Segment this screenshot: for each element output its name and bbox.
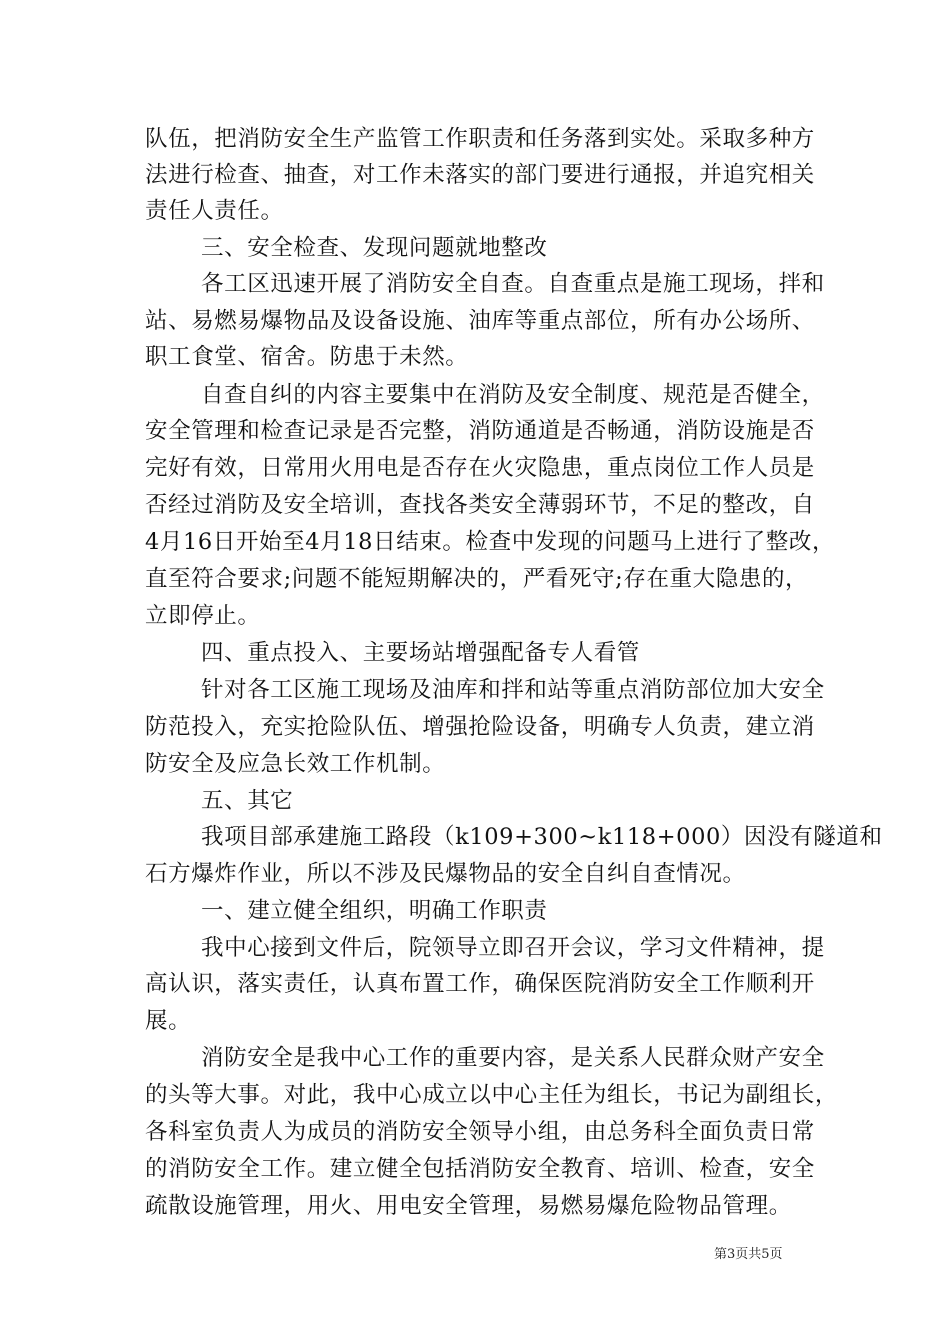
text-line: 法进行检查、抽查，对工作未落实的部门要进行通报，并追究相关 <box>145 162 815 188</box>
text-line: 针对各工区施工现场及油库和拌和站等重点消防部位加大安全 <box>201 677 825 703</box>
text-line: 疏散设施管理，用火、用电安全管理，易燃易爆危险物品管理。 <box>145 1193 792 1219</box>
text-line: 展。 <box>145 1008 192 1034</box>
text-line: 站、易燃易爆物品及设备设施、油库等重点部位，所有办公场所、 <box>145 308 815 334</box>
text-line: 我中心接到文件后，院领导立即召开会议，学习文件精神，提 <box>201 935 825 961</box>
text-line: 各科室负责人为成员的消防安全领导小组，由总务科全面负责日常 <box>145 1119 815 1145</box>
text-line: 责任人责任。 <box>145 198 284 224</box>
text-line: 防安全及应急长效工作机制。 <box>145 751 446 777</box>
text-line: 防范投入，充实抢险队伍、增强抢险设备，明确专人负责，建立消 <box>145 714 815 740</box>
text-line: 队伍，把消防安全生产监管工作职责和任务落到实处。采取多种方 <box>145 126 815 152</box>
text-line: 消防安全是我中心工作的重要内容，是关系人民群众财产安全 <box>201 1045 825 1071</box>
section-heading: 三、安全检查、发现问题就地整改 <box>201 235 548 261</box>
text-line: 安全管理和检查记录是否完整，消防通道是否畅通，消防设施是否 <box>145 418 815 444</box>
page-number: 第3页共5页 <box>714 1247 783 1262</box>
text-line: 4月16日开始至4月18日结束。检查中发现的问题马上进行了整改， <box>145 529 836 555</box>
text-line: 的头等大事。对此，我中心成立以中心主任为组长，书记为副组长， <box>145 1082 839 1108</box>
text-line: 石方爆炸作业，所以不涉及民爆物品的安全自纠自查情况。 <box>145 861 746 887</box>
text-line: 我项目部承建施工路段（k109+300~k118+000）因没有隧道和 <box>201 824 883 850</box>
text-line: 职工食堂、宿舍。防患于未然。 <box>145 344 469 370</box>
text-line: 立即停止。 <box>145 603 261 629</box>
text-line: 直至符合要求;问题不能短期解决的，严看死守;存在重大隐患的， <box>145 566 809 592</box>
section-heading: 五、其它 <box>201 788 294 814</box>
text-line: 高认识，落实责任，认真布置工作，确保医院消防安全工作顺利开 <box>145 971 815 997</box>
text-line: 完好有效，日常用火用电是否存在火灾隐患，重点岗位工作人员是 <box>145 455 815 481</box>
section-heading: 一、建立健全组织，明确工作职责 <box>201 898 548 924</box>
text-line: 否经过消防及安全培训，查找各类安全薄弱环节，不足的整改，自 <box>145 492 815 518</box>
section-heading: 四、重点投入、主要场站增强配备专人看管 <box>201 640 640 666</box>
text-line: 各工区迅速开展了消防安全自查。自查重点是施工现场，拌和 <box>201 271 825 297</box>
text-line: 的消防安全工作。建立健全包括消防安全教育、培训、检查，安全 <box>145 1156 815 1182</box>
text-line: 自查自纠的内容主要集中在消防及安全制度、规范是否健全， <box>201 382 825 408</box>
